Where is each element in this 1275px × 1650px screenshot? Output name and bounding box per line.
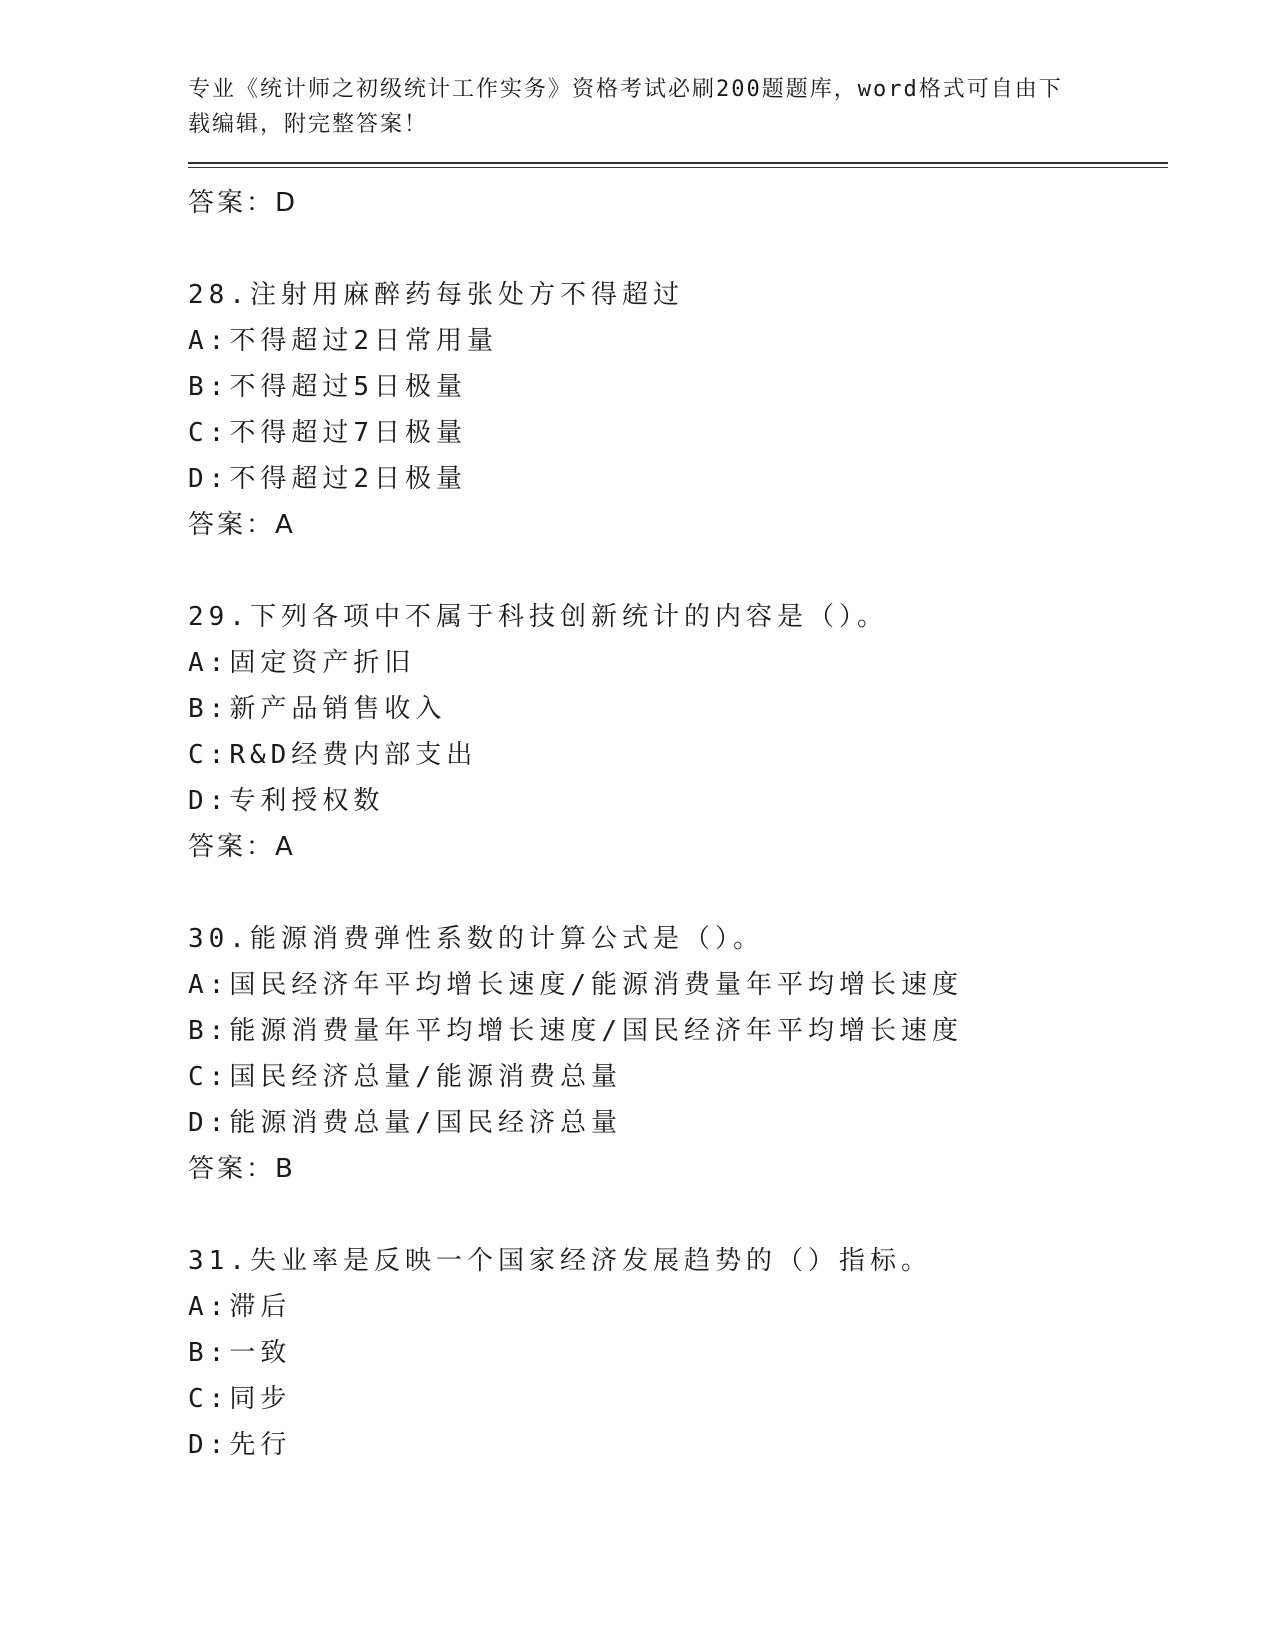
header-divider	[188, 162, 1168, 168]
option-label: C:	[188, 418, 230, 448]
document-page	[188, 72, 1168, 1468]
option-label: D:	[188, 1430, 230, 1460]
option-row	[188, 732, 1168, 778]
option-row	[188, 640, 1168, 686]
option-label: C:	[188, 1384, 230, 1414]
option-row	[188, 686, 1168, 732]
option-label: B:	[188, 694, 230, 724]
option-row	[188, 1054, 1168, 1100]
option-text: 能源消费总量/国民经济总量	[229, 1108, 622, 1138]
option-row	[188, 364, 1168, 410]
question-title: 29.下列各项中不属于科技创新统计的内容是（）。	[188, 602, 888, 632]
option-row	[188, 1376, 1168, 1422]
option-row	[188, 1008, 1168, 1054]
option-text: 滞后	[229, 1292, 292, 1322]
question-block	[188, 594, 1168, 870]
option-text: 新产品销售收入	[229, 694, 447, 724]
option-text: 国民经济总量/能源消费总量	[229, 1062, 622, 1092]
option-row	[188, 456, 1168, 502]
option-label: B:	[188, 372, 230, 402]
option-text: 国民经济年平均增长速度/能源消费量年平均增长速度	[229, 970, 963, 1000]
option-row	[188, 778, 1168, 824]
question-title: 30.能源消费弹性系数的计算公式是（）。	[188, 924, 764, 954]
option-row	[188, 962, 1168, 1008]
document-header: 专业《统计师之初级统计工作实务》资格考试必刷200题题库，word格式可自由下载编辑，附完整答案！	[188, 77, 1063, 137]
option-row	[188, 1100, 1168, 1146]
question-title: 28.注射用麻醉药每张处方不得超过	[188, 280, 684, 310]
option-row	[188, 1284, 1168, 1330]
option-label: B:	[188, 1338, 230, 1368]
option-label: D:	[188, 464, 230, 494]
option-text: 专利授权数	[229, 786, 385, 816]
option-label: A:	[188, 1292, 230, 1322]
option-text: 固定资产折旧	[229, 648, 416, 678]
option-label: A:	[188, 326, 230, 356]
option-label: A:	[188, 970, 230, 1000]
option-text: 不得超过2日常用量	[229, 326, 498, 356]
option-label: B:	[188, 1016, 230, 1046]
option-label: C:	[188, 740, 230, 770]
option-label: C:	[188, 1062, 230, 1092]
option-label: D:	[188, 1108, 230, 1138]
answer-line: 答案：A	[188, 510, 296, 540]
option-text: 能源消费量年平均增长速度/国民经济年平均增长速度	[229, 1016, 963, 1046]
option-label: A:	[188, 648, 230, 678]
option-text: 不得超过2日极量	[229, 464, 467, 494]
question-block	[188, 1238, 1168, 1468]
option-text: 一致	[229, 1338, 292, 1368]
previous-answer: 答案：D	[188, 188, 299, 218]
option-text: R&D经费内部支出	[229, 740, 478, 770]
question-block	[188, 272, 1168, 548]
answer-line: 答案：A	[188, 832, 296, 862]
option-text: 不得超过5日极量	[229, 372, 467, 402]
option-row	[188, 1330, 1168, 1376]
option-row	[188, 1422, 1168, 1468]
question-title: 31.失业率是反映一个国家经济发展趋势的（）指标。	[188, 1246, 932, 1276]
answer-line: 答案：B	[188, 1154, 296, 1184]
option-text: 不得超过7日极量	[229, 418, 467, 448]
question-block	[188, 916, 1168, 1192]
option-row	[188, 318, 1168, 364]
option-row	[188, 410, 1168, 456]
question-list	[188, 272, 1168, 1468]
option-text: 同步	[229, 1384, 292, 1414]
option-text: 先行	[229, 1430, 292, 1460]
option-label: D:	[188, 786, 230, 816]
